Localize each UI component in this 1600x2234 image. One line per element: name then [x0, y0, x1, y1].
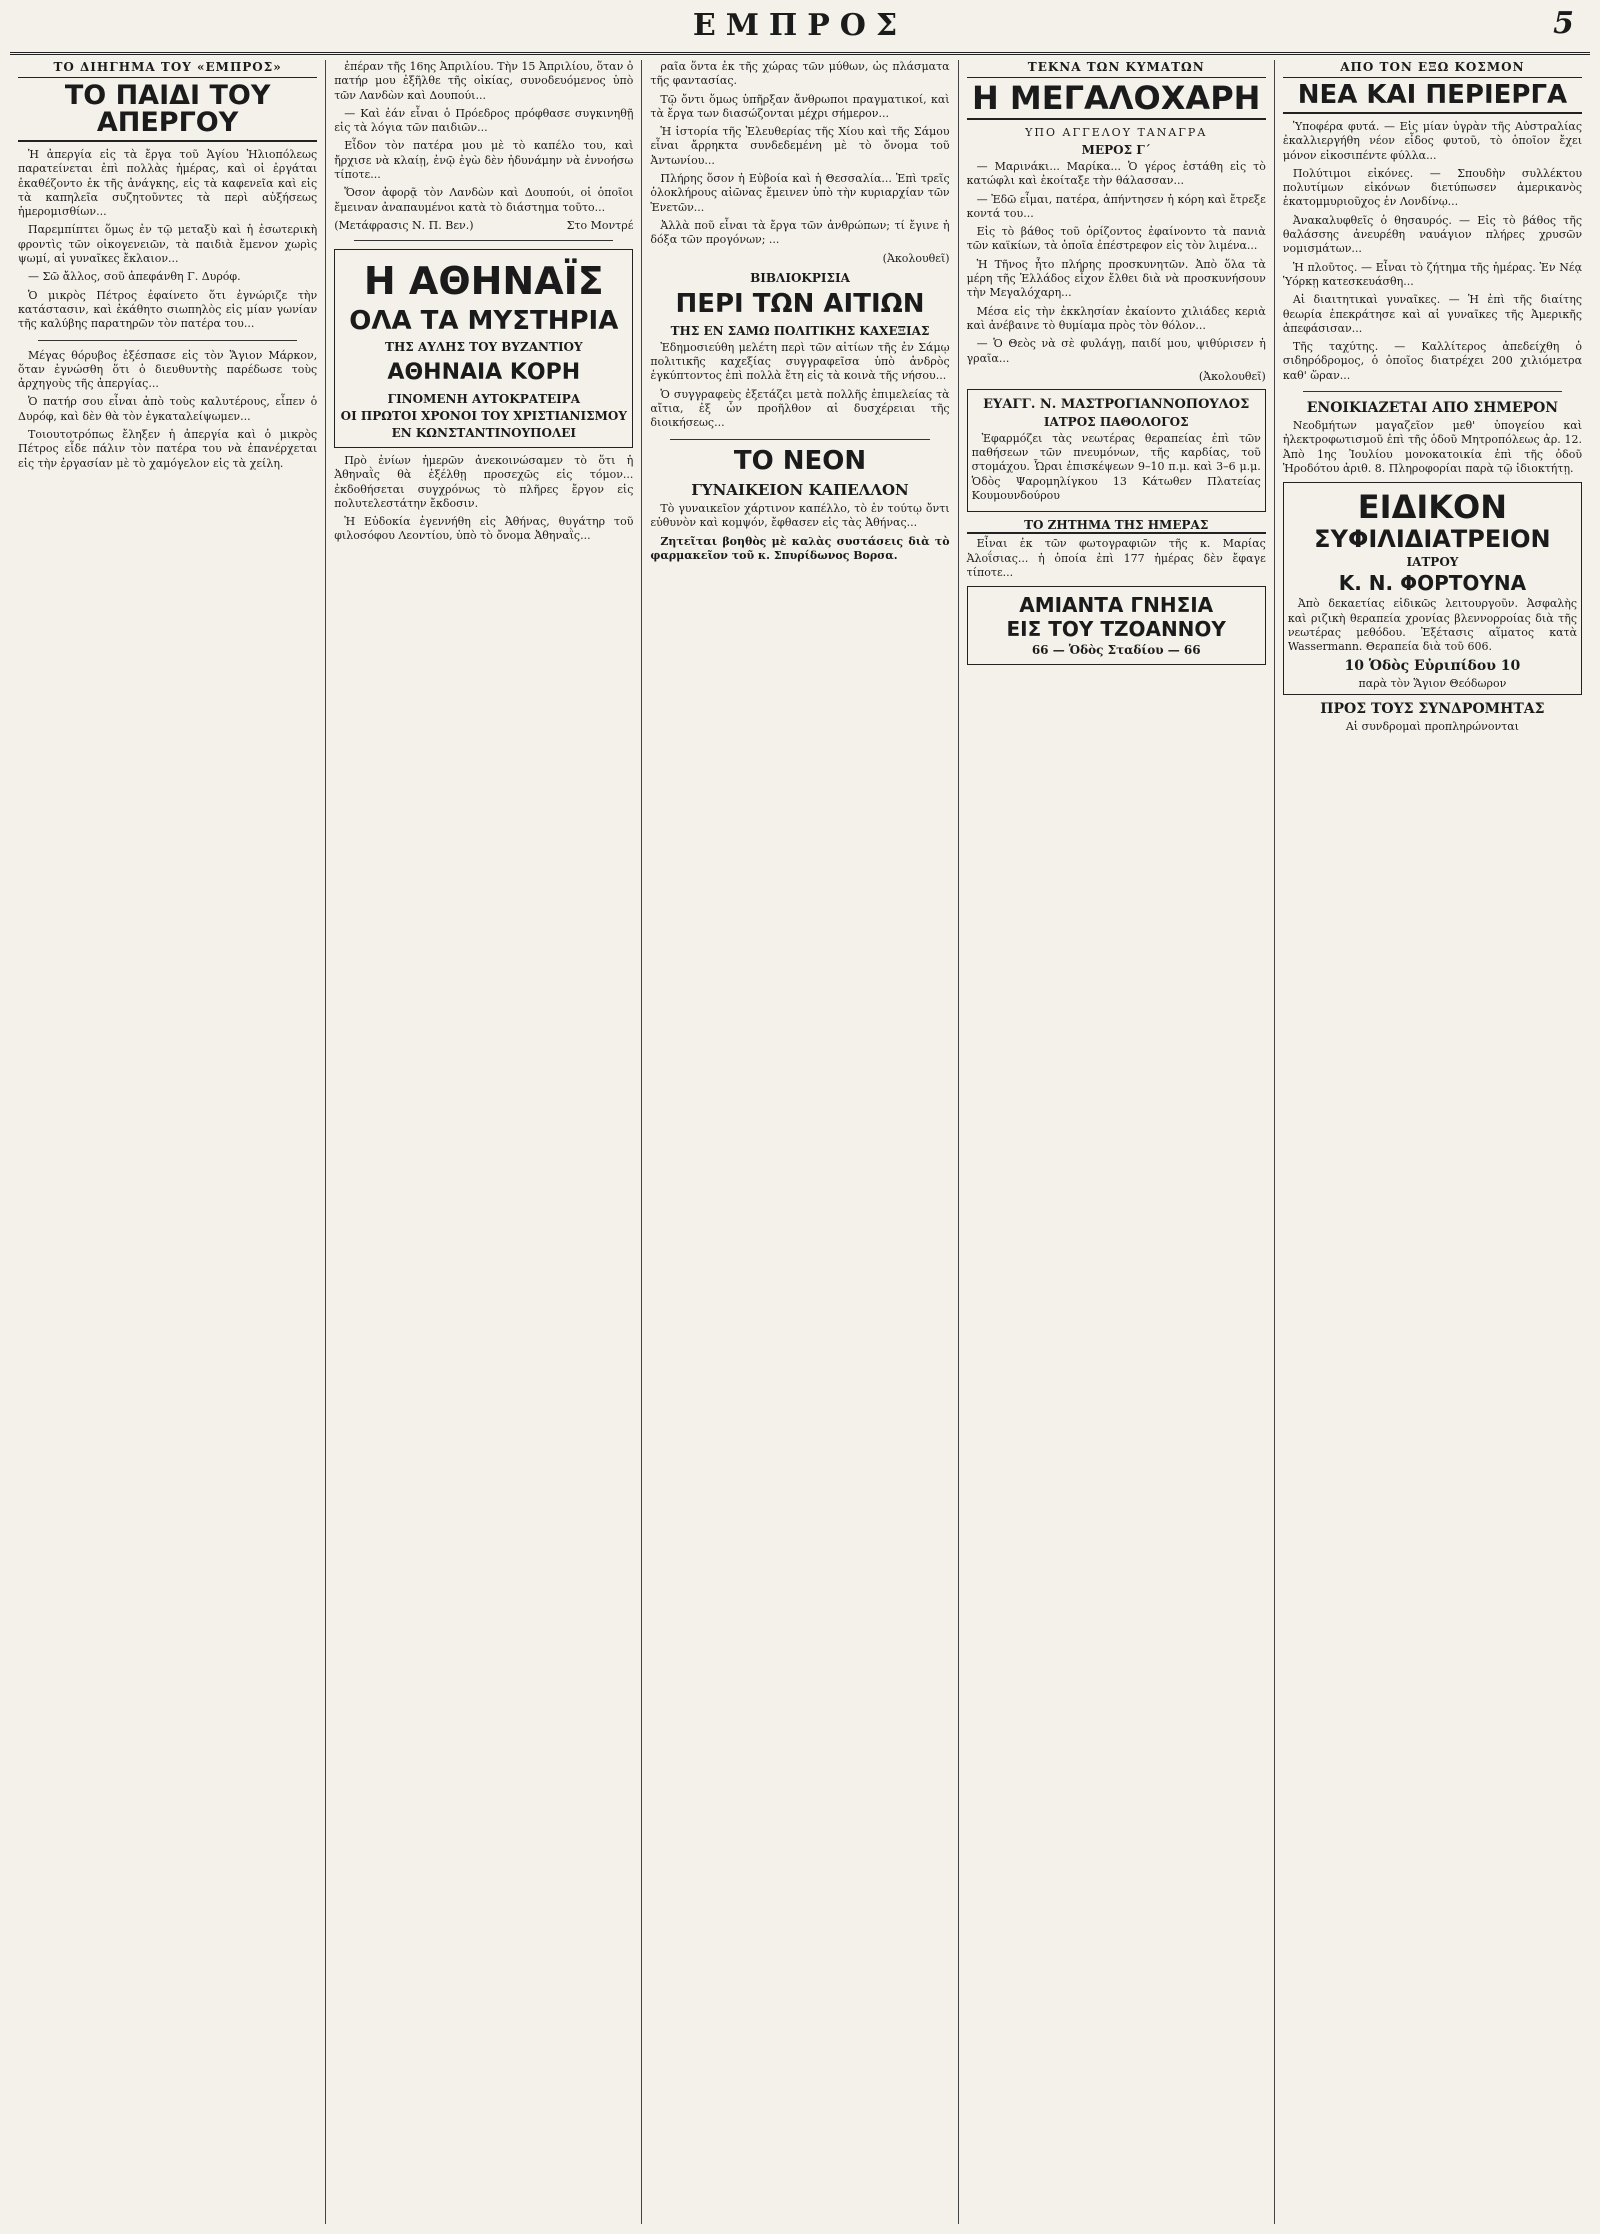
story-credit-row: [334, 219, 633, 232]
column-5: [1275, 60, 1590, 2224]
story-paragraph: Ἀλλὰ ποῦ εἶναι τὰ ἔργα τῶν ἀνθρώπων; τί ἔγινε ἡ δόξα τῶν προγόνων; ...: [650, 218, 950, 247]
rent-advert-text: Νεοδμήτων μαγαζεῖον μεθ' ὑπογείου καὶ ἠλεκτροφωτισμοῦ ἐπὶ τῆς ὁδοῦ Μητροπόλεως ἀρ. 12. Ἀπὸ 1ης Ἰουλίου μονοκατοικία ἐπὶ τῆς ὁδοῦ Ἡροδότου ἀριθ. 8. Πληροφορίαι παρὰ τῷ ἰδιοκτήτῃ.: [1282, 419, 1583, 475]
advert-line: ΕΝ ΚΩΝΣΤΑΝΤΙΝΟΥΠΟΛΕΙ: [391, 425, 577, 440]
story-paragraph: Ἡ ἱστορία τῆς Ἐλευθερίας τῆς Χίου καὶ τῆς Σάμου εἶναι ἄρρηκτα συνδεδεμένη μὲ τὸ ὄνομα τοῦ Ἀντωνίου...: [650, 125, 950, 167]
news-item: Ὑποφέρα φυτά. — Εἰς μίαν ὑγρὰν τῆς Αὐστραλίας ἐκαλλιεργήθη νέον εἶδος φυτοῦ, τὸ ὁποῖον ἔχει μόνον εἰκοσιπέντε φύλλα...: [1282, 120, 1583, 162]
story-paragraph: Μέσα εἰς τὴν ἐκκλησίαν ἐκαίοντο χιλιάδες κεριὰ καὶ ἀνέβαινε τὸ θυμίαμα πρὸς τὸν θόλον...: [966, 304, 1266, 332]
story-paragraph: Μέγας θόρυβος ἐξέσπασε εἰς τὸν Ἅγιον Μάρκον, ὅταν ἐγνώσθη ὅτι ὁ διευθυντὴς παρέδωσε τοὺς ἀρχηγοὺς τῆς ἀπεργίας...: [18, 348, 318, 391]
advert-line: ΟΙ ΠΡΩΤΟΙ ΧΡΟΝΟΙ ΤΟΥ ΧΡΙΣΤΙΑΝΙΣΜΟΥ: [340, 408, 627, 423]
serial-headline: Η ΜΕΓΑΛΟΧΑΡΗ: [967, 82, 1266, 120]
classified-notice: Ζητεῖται βοηθὸς μὲ καλὰς συστάσεις διὰ τὸ φαρμακεῖον τοῦ κ. Σπυρίδωνος Βορσα.: [650, 534, 950, 562]
continued-note: (Ἀκολουθεῖ): [1198, 369, 1266, 383]
story-paragraph: Εἶδον τὸν πατέρα μου μὲ τὸ καπέλο του, καὶ ἤρχισε νὰ κλαίῃ, ἐνῷ ἐγὼ δὲν ἠδυνάμην νὰ ἐννοήσω τίποτε...: [334, 139, 634, 182]
news-item: Ἡ πλοῦτος. — Εἶναι τὸ ζήτημα τῆς ἡμέρας. Ἐν Νέᾳ Ὑόρκῃ κατεσκευάσθη...: [1282, 260, 1583, 288]
story-paragraph: Ὁ μικρὸς Πέτρος ἐφαίνετο ὅτι ἐγνώριζε τὴν κατάστασιν, καὶ ἐκάθητο σιωπηλὸς εἰς μίαν γωνίαν τῆς καλύβης παρατηρῶν τὸν πατέρα του...: [18, 288, 318, 331]
story-paragraph: — Ἐδῶ εἶμαι, πατέρα, ἀπήντησεν ἡ κόρη καὶ ἔτρεξε κοντά του...: [966, 192, 1266, 220]
story-paragraph: ραῖα ὅντα ἐκ τῆς χώρας τῶν μύθων, ὡς πλάσματα τῆς φαντασίας.: [650, 60, 950, 88]
advert-address: 66 — Ὁδὸς Σταδίου — 66: [1031, 643, 1201, 658]
column-3: [642, 60, 958, 2224]
story-paragraph: Εἶναι ἐκ τῶν φωτογραφιῶν τῆς κ. Μαρίας Ἀλοΐσιας... ἡ ὁποία ἐπὶ 177 ἡμέρας δὲν ἔφαγε τίποτε...: [966, 537, 1266, 579]
clinic-doctor: Κ. Ν. ΦΟΡΤΟΥΝΑ: [1338, 571, 1527, 596]
story-paragraph: Ὁ συγγραφεὺς ἐξετάζει μετὰ πολλῆς ἐπιμελείας τὰ αἴτια, ἐξ ὧν προῆλθον αἱ δυσχέρειαι τῆς διοικήσεως...: [650, 387, 950, 430]
advert-line: ΕΙΣ ΤΟΥ ΤΖΟΑΝΝΟΥ: [1006, 617, 1226, 642]
newspaper-title: ΕΜΠΡΟΣ: [692, 8, 908, 43]
clinic-advert: [1283, 482, 1582, 695]
section-headline: ΝΕΑ ΚΑΙ ΠΕΡΙΕΡΓΑ: [1283, 82, 1582, 114]
clinic-address: 10 Ὁδὸς Εὐριπίδου 10: [1344, 658, 1521, 675]
story-paragraph: — Καὶ ἐάν εἶναι ὁ Πρόεδρος πρόφθασε συγκινηθῇ εἰς τὰ λόγια τῶν παιδιῶν...: [334, 106, 634, 135]
story-paragraph: — Ὁ Θεὸς νὰ σὲ φυλάγῃ, παιδί μου, ψιθύρισεν ἡ γραῖα...: [966, 337, 1266, 365]
story-paragraph: Πρὸ ἐνίων ἡμερῶν ἀνεκοινώσαμεν τὸ ὅτι ἡ Ἀθηναῒς θὰ ἐξέλθῃ προσεχῶς εἰς τόμον... ἐκδοθήσεται συγχρόνως τὸ πλῆρες ἔργον εἰς πολυτελεστάτην ἔκδοσιν.: [334, 453, 634, 510]
advert-line: ΓΙΝΟΜΕΝΗ ΑΥΤΟΚΡΑΤΕΙΡΑ: [387, 391, 581, 406]
serial-part: ΜΕΡΟΣ Γ΄: [1081, 143, 1151, 157]
translation-credit: (Μετάφρασις Ν. Π. Βεν.): [334, 218, 474, 232]
section-kicker: ΑΠΟ ΤΟΝ ΕΞΩ ΚΟΣΜΟΝ: [1283, 60, 1582, 78]
news-item: Αἱ διαιτητικαὶ γυναῖκες. — Ἡ ἐπὶ τῆς διαίτης θεωρία ἐπεκράτησε καὶ αἱ γυναῖκες τῆς Ἀμερικῆς ἀπεφάσισαν...: [1282, 293, 1583, 335]
advert-title: Η ΑΘΗΝΑΪΣ: [363, 258, 604, 303]
story-paragraph: — Μαρινάκι... Μαρίκα... Ὁ γέρος ἐστάθη εἰς τὸ κατώφλι καὶ ἐκοίταξε τὴν θάλασσαν...: [966, 160, 1266, 188]
masthead: [0, 8, 1600, 43]
continued-note: (Ἀκολουθεῖ): [882, 251, 950, 265]
advert-line: ΑΘΗΝΑΙΑ ΚΟΡΗ: [387, 359, 581, 385]
story-paragraph: Τοιουτοτρόπως ἔληξεν ἡ ἀπεργία καὶ ὁ μικρὸς Πέτρος εἶδε πάλιν τὸν πατέρα του νὰ ἐπανέρχεται εἰς τὴν ἐργασίαν μὲ τὸ χαμόγελον εἰς τὰ χείλη.: [18, 428, 318, 470]
column-2: [326, 60, 642, 2224]
divider: [354, 240, 613, 241]
story-paragraph: Πλήρης ὅσον ἡ Εὐβοία καὶ ἡ Θεσσαλία... Ἐπὶ τρεῖς ὁλοκλήρους αἰῶνας ἔμεινεν ὑπὸ τὴν κυριαρχίαν τῶν Ἑνετῶν...: [650, 172, 950, 214]
advert-line: ΟΛΑ ΤΑ ΜΥΣΤΗΡΙΑ: [349, 305, 619, 336]
doctor-title: ΙΑΤΡΟΣ ΠΑΘΟΛΟΓΟΣ: [1043, 414, 1189, 429]
credit-signature: Στο Μοντρέ: [566, 218, 634, 232]
article-headline: ΠΕΡΙ ΤΩΝ ΑΙΤΙΩΝ: [675, 288, 925, 319]
story-paragraph: Ὁ πατήρ σου εἶναι ἀπὸ τοὺς καλυτέρους, εἶπεν ὁ Δυρόφ, καὶ δὲν θὰ τὸν ἐγκαταλείψωμεν...: [18, 395, 318, 423]
doctor-name: ΕΥΑΓΓ. Ν. ΜΑΣΤΡΟΓΙΑΝΝΟΠΟΥΛΟΣ: [983, 396, 1250, 412]
doctor-card: [967, 389, 1266, 512]
masthead-rule: [10, 52, 1590, 55]
news-item: Τῆς ταχύτης. — Καλλίτερος ἀπεδείχθη ὁ σιδηρόδρομος, ὁ ὁποῖος διατρέχει 200 χιλιόμετρα καθ' ὥραν...: [1282, 340, 1583, 382]
serial-kicker: ΤΕΚΝΑ ΤΩΝ ΚΥΜΑΤΩΝ: [967, 60, 1266, 78]
divider: [670, 439, 929, 440]
athenais-advert: [334, 249, 633, 448]
columns: [10, 60, 1590, 2224]
divider: [1303, 391, 1562, 392]
story-paragraph: ἐπέραν τῆς 16ης Ἀπριλίου. Τὴν 15 Ἀπριλίου, ὅταν ὁ πατήρ μου ἐξῆλθε τῆς οἰκίας, συνοδευόμενος ὑπὸ τῶν Λανδὼν καὶ Δουπούι...: [334, 60, 634, 102]
story-kicker: ΤΟ ΔΙΗΓΗΜΑ ΤΟΥ «ΕΜΠΡΟΣ»: [18, 60, 317, 78]
story-paragraph: — Σῶ ἄλλος, σοῦ ἀπεφάνθη Γ. Δυρόφ.: [28, 270, 241, 284]
hat-advert-headline: ΤΟ ΝΕΟΝ: [733, 445, 867, 476]
clinic-address-note: παρὰ τὸν Ἅγιον Θεόδωρον: [1358, 677, 1507, 691]
section-heading: ΤΟ ΖΗΤΗΜΑ ΤΗΣ ΗΜΕΡΑΣ: [967, 518, 1266, 534]
advert-line: ΑΜΙΑΝΤΑ ΓΝΗΣΙΑ: [1019, 593, 1214, 618]
column-4: [959, 60, 1275, 2224]
subscribers-note: Αἱ συνδρομαὶ προπληρώνονται: [1345, 720, 1519, 734]
serial-byline: ΥΠΟ ΑΓΓΕΛΟΥ ΤΑΝΑΓΡΑ: [1025, 126, 1208, 139]
story-paragraph: Ἡ Εὐδοκία ἐγεννήθη εἰς Ἀθήνας, θυγάτηρ τοῦ φιλοσόφου Λεοντίου, ὑπὸ τὸ ὄνομα Ἀθηναῒς...: [334, 515, 634, 543]
story-paragraph: Ὅσον ἀφορᾷ τὸν Λανδὼν καὶ Δουπούι, οἱ ὁποῖοι ἔμειναν ἀναπαυμένοι κατὰ τὸ διάστημα τοῦτο...: [334, 186, 634, 214]
story-paragraph: Ἡ Τῆνος ἦτο πλήρης προσκυνητῶν. Ἀπὸ ὅλα τὰ μέρη τῆς Ἑλλάδος εἶχον ἔλθει διὰ νὰ προσκυνήσουν τὴν Μεγαλόχαρη...: [966, 257, 1266, 300]
section-heading: ΒΙΒΛΙΟΚΡΙΣΙΑ: [750, 270, 850, 285]
hat-advert-subheadline: ΓΥΝΑΙΚΕΙΟΝ ΚΑΠΕΛΛΟΝ: [691, 480, 909, 499]
divider: [38, 340, 297, 341]
news-item: Πολύτιμοι εἰκόνες. — Σπουδὴν συλλέκτου πολυτίμων εἰκόνων διετύπωσεν ἀμερικανὸς ἑκατομμυριοῦχος ἐν Λονδίνῳ...: [1282, 166, 1583, 209]
story-paragraph: Ἐδημοσιεύθη μελέτη περὶ τῶν αἰτίων τῆς ἐν Σάμῳ πολιτικῆς καχεξίας συγγραφεῖσα ὑπὸ ἀνδρὸς ἐγκύπτοντος ἐπὶ πολλὰ ἔτη εἰς τὰ κοινὰ τῆς νήσου...: [650, 340, 950, 383]
column-1: [10, 60, 326, 2224]
news-item: Ἀνακαλυφθεῖς ὁ θησαυρός. — Εἰς τὸ βάθος τῆς θαλάσσης ἀνευρέθη ναυάγιον πλήρες χρυσῶν νομισμάτων...: [1282, 213, 1583, 256]
story-paragraph: Τὸ γυναικεῖον χάρτινον καπέλλο, τὸ ἐν τούτῳ ὄντι εὐθυνὸν καὶ κομψόν, ἔφθασεν εἰς τὰς Ἀθήνας...: [650, 501, 950, 530]
clinic-text: Ἀπὸ δεκαετίας εἰδικῶς λειτουργοῦν. Ἀσφαλὴς καὶ ριζικὴ θεραπεία χρονίας βλεννορροίας διὰ τῆς νεωτέρας μεθόδου. Ἐξέτασις αἵματος κατὰ Wassermann. Θεραπεία διὰ τοῦ 606.: [1287, 597, 1578, 654]
clinic-line: ΙΑΤΡΟΥ: [1406, 555, 1459, 570]
rent-advert-headline: ΕΝΟΙΚΙΑΖΕΤΑΙ ΑΠΟ ΣΗΜΕΡΟΝ: [1306, 400, 1559, 417]
article-subheadline: ΤΗΣ ΕΝ ΣΑΜΩ ΠΟΛΙΤΙΚΗΣ ΚΑΧΕΞΙΑΣ: [670, 323, 930, 338]
story-paragraph: Ἡ ἀπεργία εἰς τὰ ἔργα τοῦ Ἁγίου Ἠλιοπόλεως παρατείνεται ἐπὶ πολλὰς ἡμέρας, καὶ οἱ ἐργάται ἐκαθέζοντο ἐκ τῆς ἀνάγκης, εἰς τὰ καφενεῖα καὶ εἰς τὰ καπηλεῖα συζητοῦντες τὰ περὶ αὐξήσεως ἡμερομισθίων...: [18, 148, 318, 219]
story-paragraph: Παρεμπίπτει ὅμως ἐν τῷ μεταξὺ καὶ ἡ ἐσωτερικὴ φροντὶς τῶν οἰκογενειῶν, τὰ παιδιὰ ἔμενον χωρὶς ψωμί, αἱ γυναῖκες ἔκλαιον...: [18, 223, 318, 266]
advert-line: ΤΗΣ ΑΥΛΗΣ ΤΟΥ ΒΥΖΑΝΤΙΟΥ: [385, 339, 583, 354]
story-paragraph: Τῷ ὄντι ὅμως ὑπῆρξαν ἄνθρωποι πραγματικοί, καὶ τὰ ἔργα των διασώζονται μέχρι σήμερον...: [650, 92, 950, 120]
amiant-advert: [967, 586, 1266, 665]
doctor-details: Ἐφαρμόζει τὰς νεωτέρας θεραπείας ἐπὶ τῶν παθήσεων τῶν πνευμόνων, τῆς καρδίας, τοῦ στομάχου. Ὧραι ἐπισκέψεων 9–10 π.μ. καὶ 3–6 μ.μ. Ὁδὸς Ψαρομηλίγκου 13 Κάτωθεν Πλατείας Κουμουνδούρου: [971, 431, 1261, 503]
page-number: 5: [1553, 6, 1574, 41]
story-headline: ΤΟ ΠΑΙΔΙ ΤΟΥ ΑΠΕΡΓΟΥ: [18, 82, 317, 142]
clinic-line: ΣΥΦΙΛΙΔΙΑΤΡΕΙΟΝ: [1314, 525, 1551, 554]
clinic-line: ΕΙΔΙΚΟΝ: [1357, 488, 1508, 527]
story-paragraph: Εἰς τὸ βάθος τοῦ ὁρίζοντος ἐφαίνοντο τὰ πανιὰ τῶν καϊκίων, τὰ ὁποῖα ἐπέστρεφον εἰς τὸν λιμένα...: [966, 225, 1266, 253]
subscribers-heading: ΠΡΟΣ ΤΟΥΣ ΣΥΝΔΡΟΜΗΤΑΣ: [1320, 701, 1545, 718]
